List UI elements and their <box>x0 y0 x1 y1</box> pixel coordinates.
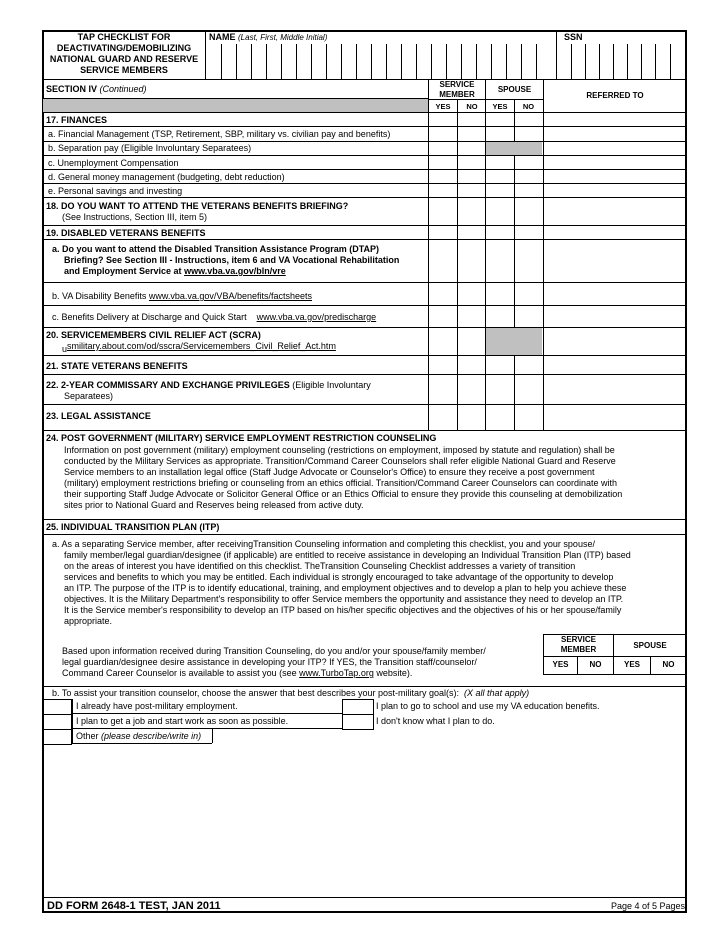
item-19a-line1: a. Do you want to attend the Disabled Transition Assistance Program (DTAP) <box>52 244 380 254</box>
item-17c: c. Unemployment Compensation <box>48 158 179 168</box>
itp-yes-sm[interactable]: YES <box>552 660 569 669</box>
checkbox-unknown[interactable] <box>342 714 374 730</box>
form-id: DD FORM 2648-1 TEST, JAN 2011 <box>47 900 221 912</box>
form-title: TAP CHECKLIST FOR DEACTIVATING/DEMOBILIZING NATIONAL GUARD AND RESERVE SERVICE MEMBERS <box>49 32 199 75</box>
item-21-title: 21. STATE VETERANS BENEFITS <box>46 361 188 371</box>
item-17d: d. General money management (budgeting, debt reduction) <box>48 172 285 182</box>
col-service-member: SERVICE MEMBER <box>439 80 475 99</box>
item-17b: b. Separation pay (Eligible Involuntary Separatees) <box>48 143 252 153</box>
col-yes-sm: YES <box>435 102 451 111</box>
item-22-hint: Separatees) <box>64 391 114 401</box>
item-17a: a. Financial Management (TSP, Retirement, SBP, military vs. civilian pay and benefits) <box>48 129 391 139</box>
col-yes-sp: YES <box>492 102 508 111</box>
itp-no-sm[interactable]: NO <box>589 660 602 669</box>
col-no-sp: NO <box>522 102 535 111</box>
predischarge-link[interactable]: www.vba.va.gov/predischarge <box>256 312 377 322</box>
item-17e: e. Personal savings and investing <box>48 186 183 196</box>
item-19c: c. Benefits Delivery at Discharge and Quick Start www.vba.va.gov/predischarge <box>52 312 377 322</box>
item-19-title: 19. DISABLED VETERANS BENEFITS <box>46 228 206 238</box>
vre-link[interactable]: www.vba.va.gov/bln/vre <box>184 266 286 276</box>
item-19a-line3: and Employment Service at www.vba.va.gov/bln/vre <box>64 266 286 276</box>
item-25b-text: b. To assist your transition counselor, choose the answer that best describes your post-military goal(s): (X all that apply) <box>52 688 530 698</box>
ssn-input[interactable] <box>557 44 686 79</box>
item-24-title: 24. POST GOVERNMENT (MILITARY) SERVICE EMPLOYMENT RESTRICTION COUNSELING <box>46 433 437 443</box>
item-25-title: 25. INDIVIDUAL TRANSITION PLAN (ITP) <box>46 522 220 532</box>
option-unknown: I don't know what I plan to do. <box>376 716 495 726</box>
option-employment: I already have post-military employment. <box>76 701 238 711</box>
item-22-title: 22. 2-YEAR COMMISSARY AND EXCHANGE PRIVILEGES (Eligible Involuntary <box>46 380 371 390</box>
page-number: Page 4 of 5 Pages <box>610 901 685 911</box>
other-write-in[interactable] <box>72 728 372 742</box>
name-label: NAME (Last, First, Middle Initial) <box>209 32 328 42</box>
item-19b: b. VA Disability Benefits www.vba.va.gov/VBA/benefits/factsheets <box>52 291 312 301</box>
item-23-title: 23. LEGAL ASSISTANCE <box>46 411 151 421</box>
factsheets-link[interactable]: www.vba.va.gov/VBA/benefits/factsheets <box>148 291 312 301</box>
option-job: I plan to get a job and start work as soon as possible. <box>76 716 289 726</box>
item-18-title: 18. DO YOU WANT TO ATTEND THE VETERANS BENEFITS BRIEFING? <box>46 201 349 211</box>
col-spouse: SPOUSE <box>497 85 532 94</box>
turbotap-link[interactable]: www.TurboTap.org <box>299 668 374 678</box>
checkbox-school[interactable] <box>342 699 374 715</box>
item-19a-line2: Briefing? See Section III - Instructions, item 6 and VA Vocational Rehabilitation <box>64 255 400 265</box>
itp-col-spouse: SPOUSE <box>633 641 667 650</box>
col-referred-to: REFERRED TO <box>586 91 644 100</box>
itp-col-service-member: SERVICE MEMBER <box>560 635 597 654</box>
item-20-title: 20. SERVICEMEMBERS CIVIL RELIEF ACT (SCRA) <box>46 330 261 340</box>
itp-no-sp[interactable]: NO <box>662 660 675 669</box>
scra-link[interactable]: smilitary.about.com/od/sscra/Servicemembers_Civil_Relief_Act.htm <box>67 341 336 351</box>
section-label: SECTION IV (Continued) <box>46 84 147 94</box>
name-input[interactable] <box>206 44 556 79</box>
itp-yes-sp[interactable]: YES <box>623 660 640 669</box>
col-no-sm: NO <box>466 102 478 111</box>
ssn-label: SSN <box>564 32 583 42</box>
item-24-body: Information on post government (military) employment counseling (restrictions on employment, imposed by statute and regulation) shall be conducted by the Military Services as appropriate. Transition/Command Career Counselors shall refer eligible National Guard and Reserve Service members to an installation legal office (Staff Judge Advocate or Counselor's Office) to ensure they receive a post government (military) employment restrictions briefing or counseling from an ethics official. Transition/Command Career Counselors can coordinate with their supporting Staff Judge Advocate or Solicitor General Office or an Ethics Official to ensure they provide this counseling at demobilization sites prior to National Guard and Reserves being released from active duty. <box>64 445 623 510</box>
item-18-sub: (See Instructions, Section III, item 5) <box>62 212 208 222</box>
option-other: Other (please describe/write in) <box>76 731 202 741</box>
checkbox-employment[interactable] <box>43 699 72 715</box>
option-school: I plan to go to school and use my VA education benefits. <box>376 701 600 711</box>
item-17-title: 17. FINANCES <box>46 115 108 125</box>
item-25a-question: Based upon information received during Transition Counseling, do you and/or your spouse/family member/ legal guardian/designee desire assistance in developing your ITP? If YES, the Transition staff/counselor/ Command Career Counselor is available to assist you (see www.TurboTap.org website). <box>62 646 486 678</box>
item-20-url: usmilitary.about.com/od/sscra/Servicemembers_Civil_Relief_Act.htm <box>62 341 336 354</box>
item-25a-text: a. As a separating Service member, after receivingTransition Counseling information and completing this checklist, you and your spouse/ family member/legal guardian/designee (if applicable) are entitled to receive assistance in developing an Individual Transition Plan (ITP) based on the areas of interest you have identified on this checklist. TheTransition Counseling Checklist addresses a variety of transition services and benefits to which you may be entitled. Each individual is strongly encouraged to take advantage of the opportunity to develop an ITP. The purpose of the ITP is to identify educational, training, and employment objectives and to develop a plan to help you achieve these objectives. It is the Military Department's responsibility to offer Service members the opportunity and assistance they need to develop an ITP. It is the Service member's responsibility to develop an ITP based on his/her specific objectives and the objectives of his or her spouse/family appropriate. <box>52 539 631 626</box>
checkbox-other[interactable] <box>43 729 72 745</box>
checkbox-job[interactable] <box>43 714 72 730</box>
